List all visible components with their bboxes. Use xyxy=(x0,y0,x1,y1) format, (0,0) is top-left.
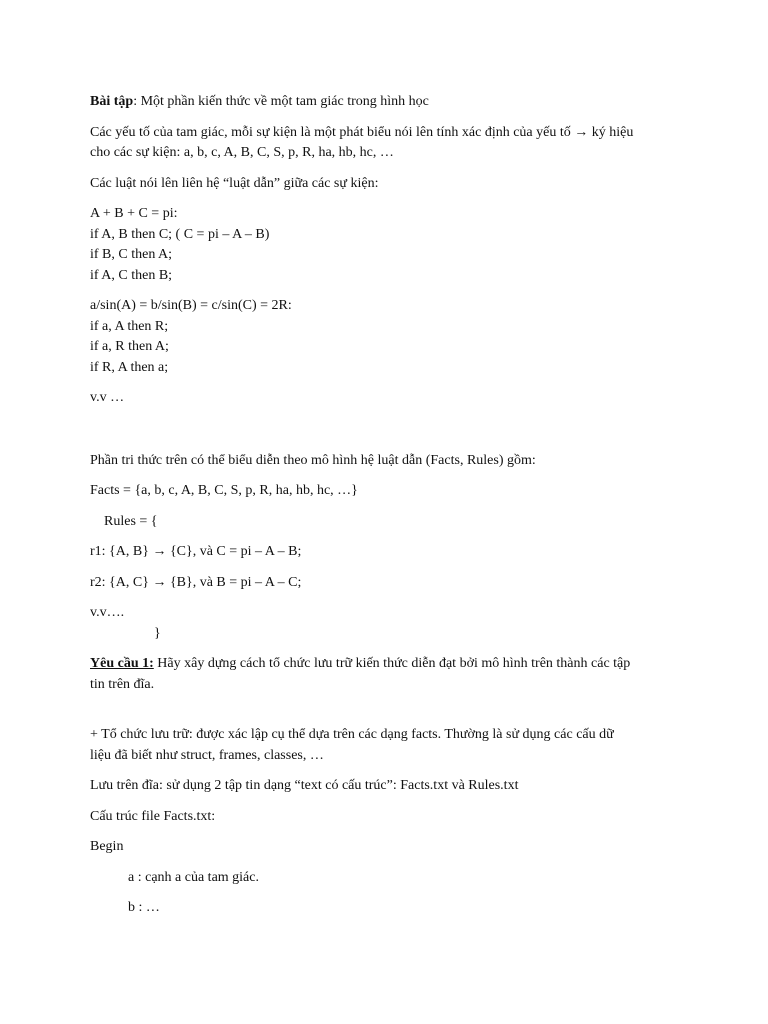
sine-rule-1: if a, A then R; xyxy=(90,318,169,334)
requirement-1-cont: tin trên đĩa. xyxy=(90,676,155,692)
angle-sum-rule: A + B + C = pi: xyxy=(90,206,178,221)
file-structure: Cấu trúc file Facts.txt: xyxy=(90,808,216,824)
document-body xyxy=(90,92,690,919)
title-rest: : Một phần kiến thức về một tam giác trong hình học xyxy=(133,94,429,109)
angle-rule-2: if B, C then A; xyxy=(90,247,173,262)
model-intro: Phần tri thức trên có thể biểu diễn theo mô hình hệ luật dẫn (Facts, Rules) gồm: xyxy=(90,452,536,468)
disk-storage: Lưu trên đĩa: sử dụng 2 tập tin dạng “text có cấu trúc”: Facts.txt và Rules.txt xyxy=(90,778,519,793)
storage-line-2: liệu đã biết như struct, frames, classes, … xyxy=(90,747,324,763)
facts-set: Facts = {a, b, c, A, B, C, S, p, R, ha, hb, hc, …} xyxy=(90,483,358,498)
sine-rule-2: if a, R then A; xyxy=(90,339,169,354)
fact-entry-b: b : … xyxy=(128,900,160,915)
sine-rule-3: if R, A then a; xyxy=(90,359,169,375)
intro-line-2: cho các sự kiện: a, b, c, A, B, C, S, p, R, ha, hb, hc, … xyxy=(90,145,394,160)
rule-r1: r1: {A, B} → {C}, và C = pi – A – B; xyxy=(90,544,302,559)
etc-1: v.v … xyxy=(90,390,125,405)
intro-line-1: Các yếu tố của tam giác, mỗi sự kiện là một phát biểu nói lên tính xác định của yếu tố → ký hiệu xyxy=(90,124,634,140)
rules-intro: Các luật nói lên liên hệ “luật dẫn” giữa các sự kiện: xyxy=(90,175,379,191)
rules-open: Rules = { xyxy=(104,513,158,529)
angle-rule-3: if A, C then B; xyxy=(90,267,173,283)
requirement-1 xyxy=(90,654,690,675)
fact-entry-a: a : cạnh a của tam giác. xyxy=(128,869,259,885)
begin-keyword: Begin xyxy=(90,839,124,854)
sine-law-rule: a/sin(A) = b/sin(B) = c/sin(C) = 2R: xyxy=(90,298,292,313)
title-label: Bài tập xyxy=(90,94,134,109)
exercise-title xyxy=(90,92,690,113)
rules-close: } xyxy=(154,625,161,641)
rule-r2: r2: {A, C} → {B}, và B = pi – A – C; xyxy=(90,574,302,590)
etc-2: v.v…. xyxy=(90,605,125,620)
angle-rule-1: if A, B then C; ( C = pi – A – B) xyxy=(90,226,270,242)
requirement-1-label: Yêu cầu 1: xyxy=(90,656,154,671)
storage-line-1: + Tổ chức lưu trữ: được xác lập cụ thể dựa trên các dạng facts. Thường là sử dụng các cấu dữ xyxy=(90,727,614,742)
requirement-1-text: Hãy xây dựng cách tổ chức lưu trữ kiến thức diễn đạt bởi mô hình trên thành các tập xyxy=(153,656,631,671)
